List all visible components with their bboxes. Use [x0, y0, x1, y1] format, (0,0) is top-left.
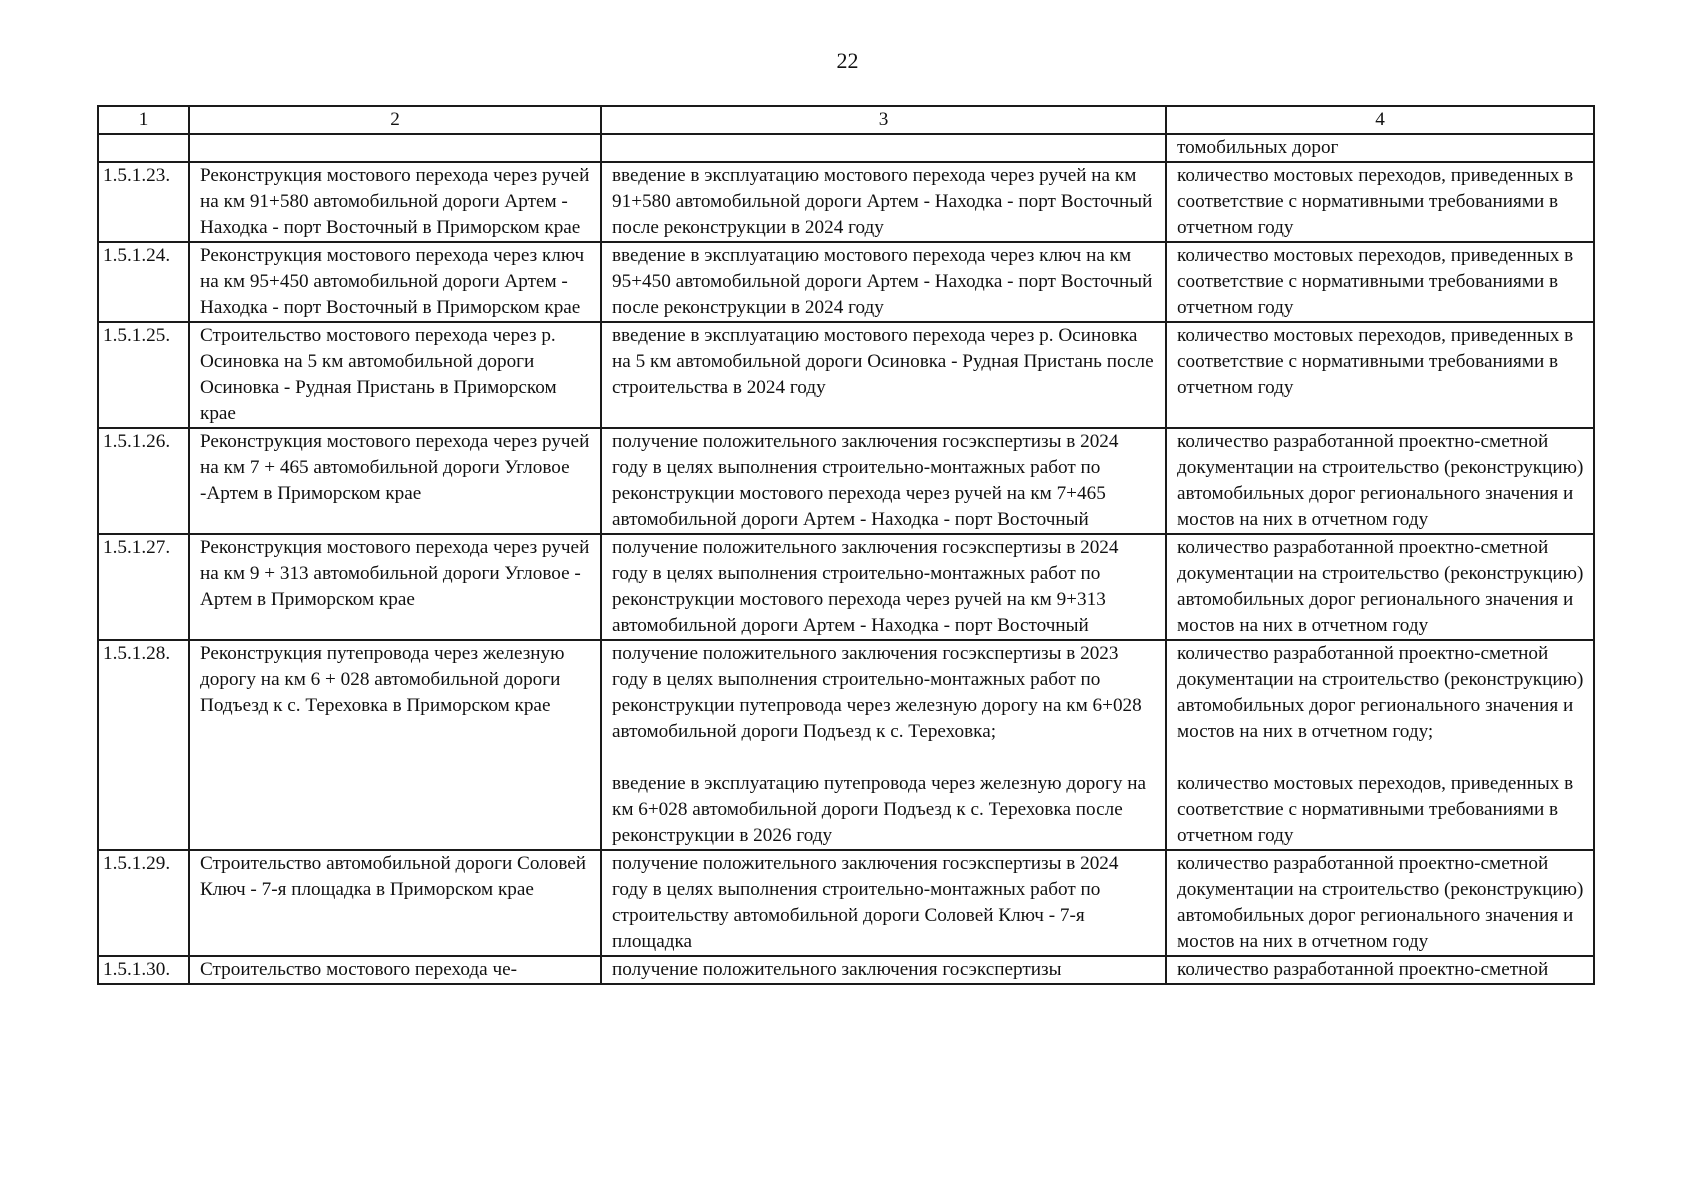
result-cell: введение в эксплуатацию мостового перехода через ключ на км 95+450 автомобильной дороги Артем - Находка - порт Восточный после реконструкции в 2024 году — [601, 242, 1166, 322]
column-header-4: 4 — [1166, 106, 1594, 134]
row-number: 1.5.1.27. — [98, 534, 189, 640]
indicator-paragraph: количество разработанной проектно-сметной документации на строительство (реконструкцию) автомобильных дорог регионального значения и мостов на них в отчетном году; — [1177, 643, 1584, 742]
page-number: 22 — [836, 48, 859, 73]
table-row — [98, 534, 1594, 640]
column-header-3: 3 — [601, 106, 1166, 134]
table-row — [98, 640, 1594, 850]
result-cell — [601, 640, 1166, 850]
continuation-cell-4: томобильных дорог — [1166, 134, 1594, 162]
column-header-1: 1 — [98, 106, 189, 134]
result-cell: получение положительного заключения госэкспертизы — [601, 956, 1166, 984]
event-cell: Реконструкция мостового перехода через ручей на км 9 + 313 автомобильной дороги Угловое - Артем в Приморском крае — [189, 534, 601, 640]
indicator-cell — [1166, 640, 1594, 850]
continuation-cell-1 — [98, 134, 189, 162]
indicator-cell: количество мостовых переходов, приведенных в соответствие с нормативными требованиями в отчетном году — [1166, 322, 1594, 428]
indicator-cell: количество разработанной проектно-сметной документации на строительство (реконструкцию) автомобильных дорог регионального значения и мостов на них в отчетном году — [1166, 534, 1594, 640]
event-cell: Строительство автомобильной дороги Соловей Ключ - 7-я площадка в Приморском крае — [189, 850, 601, 956]
row-number: 1.5.1.30. — [98, 956, 189, 984]
column-header-2: 2 — [189, 106, 601, 134]
row-number: 1.5.1.25. — [98, 322, 189, 428]
table-row — [98, 162, 1594, 242]
table-row — [98, 322, 1594, 428]
indicator-cell: количество разработанной проектно-сметной документации на строительство (реконструкцию) автомобильных дорог регионального значения и мостов на них в отчетном году — [1166, 428, 1594, 534]
event-cell: Реконструкция мостового перехода через ручей на км 91+580 автомобильной дороги Артем - Находка - порт Восточный в Приморском крае — [189, 162, 601, 242]
event-cell: Реконструкция мостового перехода через ручей на км 7 + 465 автомобильной дороги Угловое -Артем в Приморском крае — [189, 428, 601, 534]
table-row — [98, 242, 1594, 322]
result-cell: получение положительного заключения госэкспертизы в 2024 году в целях выполнения строительно-монтажных работ по реконструкции мостового перехода через ручей на км 7+465 автомобильной дороги Артем - Находка - порт Восточный — [601, 428, 1166, 534]
result-cell: получение положительного заключения госэкспертизы в 2024 году в целях выполнения строительно-монтажных работ по строительству автомобильной дороги Соловей Ключ - 7-я площадка — [601, 850, 1166, 956]
row-number: 1.5.1.28. — [98, 640, 189, 850]
table-row — [98, 428, 1594, 534]
result-paragraph: введение в эксплуатацию путепровода через железную дорогу на км 6+028 автомобильной дороги Подъезд к с. Тереховка после реконструкции в 2026 году — [612, 773, 1147, 846]
paragraph-gap — [612, 745, 1156, 771]
measures-table — [97, 105, 1595, 985]
continuation-cell-2 — [189, 134, 601, 162]
continuation-cell-3 — [601, 134, 1166, 162]
result-cell: введение в эксплуатацию мостового перехода через ручей на км 91+580 автомобильной дороги Артем - Находка - порт Восточный после реконструкции в 2024 году — [601, 162, 1166, 242]
row-number: 1.5.1.23. — [98, 162, 189, 242]
table-row — [98, 850, 1594, 956]
result-cell: введение в эксплуатацию мостового перехода через р. Осиновка на 5 км автомобильной дороги Осиновка - Рудная Пристань после строительства в 2024 году — [601, 322, 1166, 428]
table-row — [98, 956, 1594, 984]
event-cell: Реконструкция путепровода через железную дорогу на км 6 + 028 автомобильной дороги Подъезд к с. Тереховка в Приморском крае — [189, 640, 601, 850]
continuation-row — [98, 134, 1594, 162]
table-header-row — [98, 106, 1594, 134]
paragraph-gap — [1177, 745, 1584, 771]
result-cell: получение положительного заключения госэкспертизы в 2024 году в целях выполнения строительно-монтажных работ по реконструкции мостового перехода через ручей на км 9+313 автомобильной дороги Артем - Находка - порт Восточный — [601, 534, 1166, 640]
row-number: 1.5.1.26. — [98, 428, 189, 534]
indicator-cell: количество мостовых переходов, приведенных в соответствие с нормативными требованиями в отчетном году — [1166, 162, 1594, 242]
event-cell: Строительство мостового перехода через р. Осиновка на 5 км автомобильной дороги Осиновка - Рудная Пристань в Приморском крае — [189, 322, 601, 428]
indicator-cell: количество разработанной проектно-сметной — [1166, 956, 1594, 984]
indicator-cell: количество разработанной проектно-сметной документации на строительство (реконструкцию) автомобильных дорог регионального значения и мостов на них в отчетном году — [1166, 850, 1594, 956]
event-cell: Строительство мостового перехода че- — [189, 956, 601, 984]
indicator-cell: количество мостовых переходов, приведенных в соответствие с нормативными требованиями в отчетном году — [1166, 242, 1594, 322]
indicator-paragraph: количество мостовых переходов, приведенных в соответствие с нормативными требованиями в отчетном году — [1177, 773, 1574, 846]
result-paragraph: получение положительного заключения госэкспертизы в 2023 году в целях выполнения строительно-монтажных работ по реконструкции путепровода через железную дорогу на км 6+028 автомобильной дороги Подъезд к с. Тереховка; — [612, 643, 1142, 742]
row-number: 1.5.1.24. — [98, 242, 189, 322]
row-number: 1.5.1.29. — [98, 850, 189, 956]
event-cell: Реконструкция мостового перехода через ключ на км 95+450 автомобильной дороги Артем - Находка - порт Восточный в Приморском крае — [189, 242, 601, 322]
